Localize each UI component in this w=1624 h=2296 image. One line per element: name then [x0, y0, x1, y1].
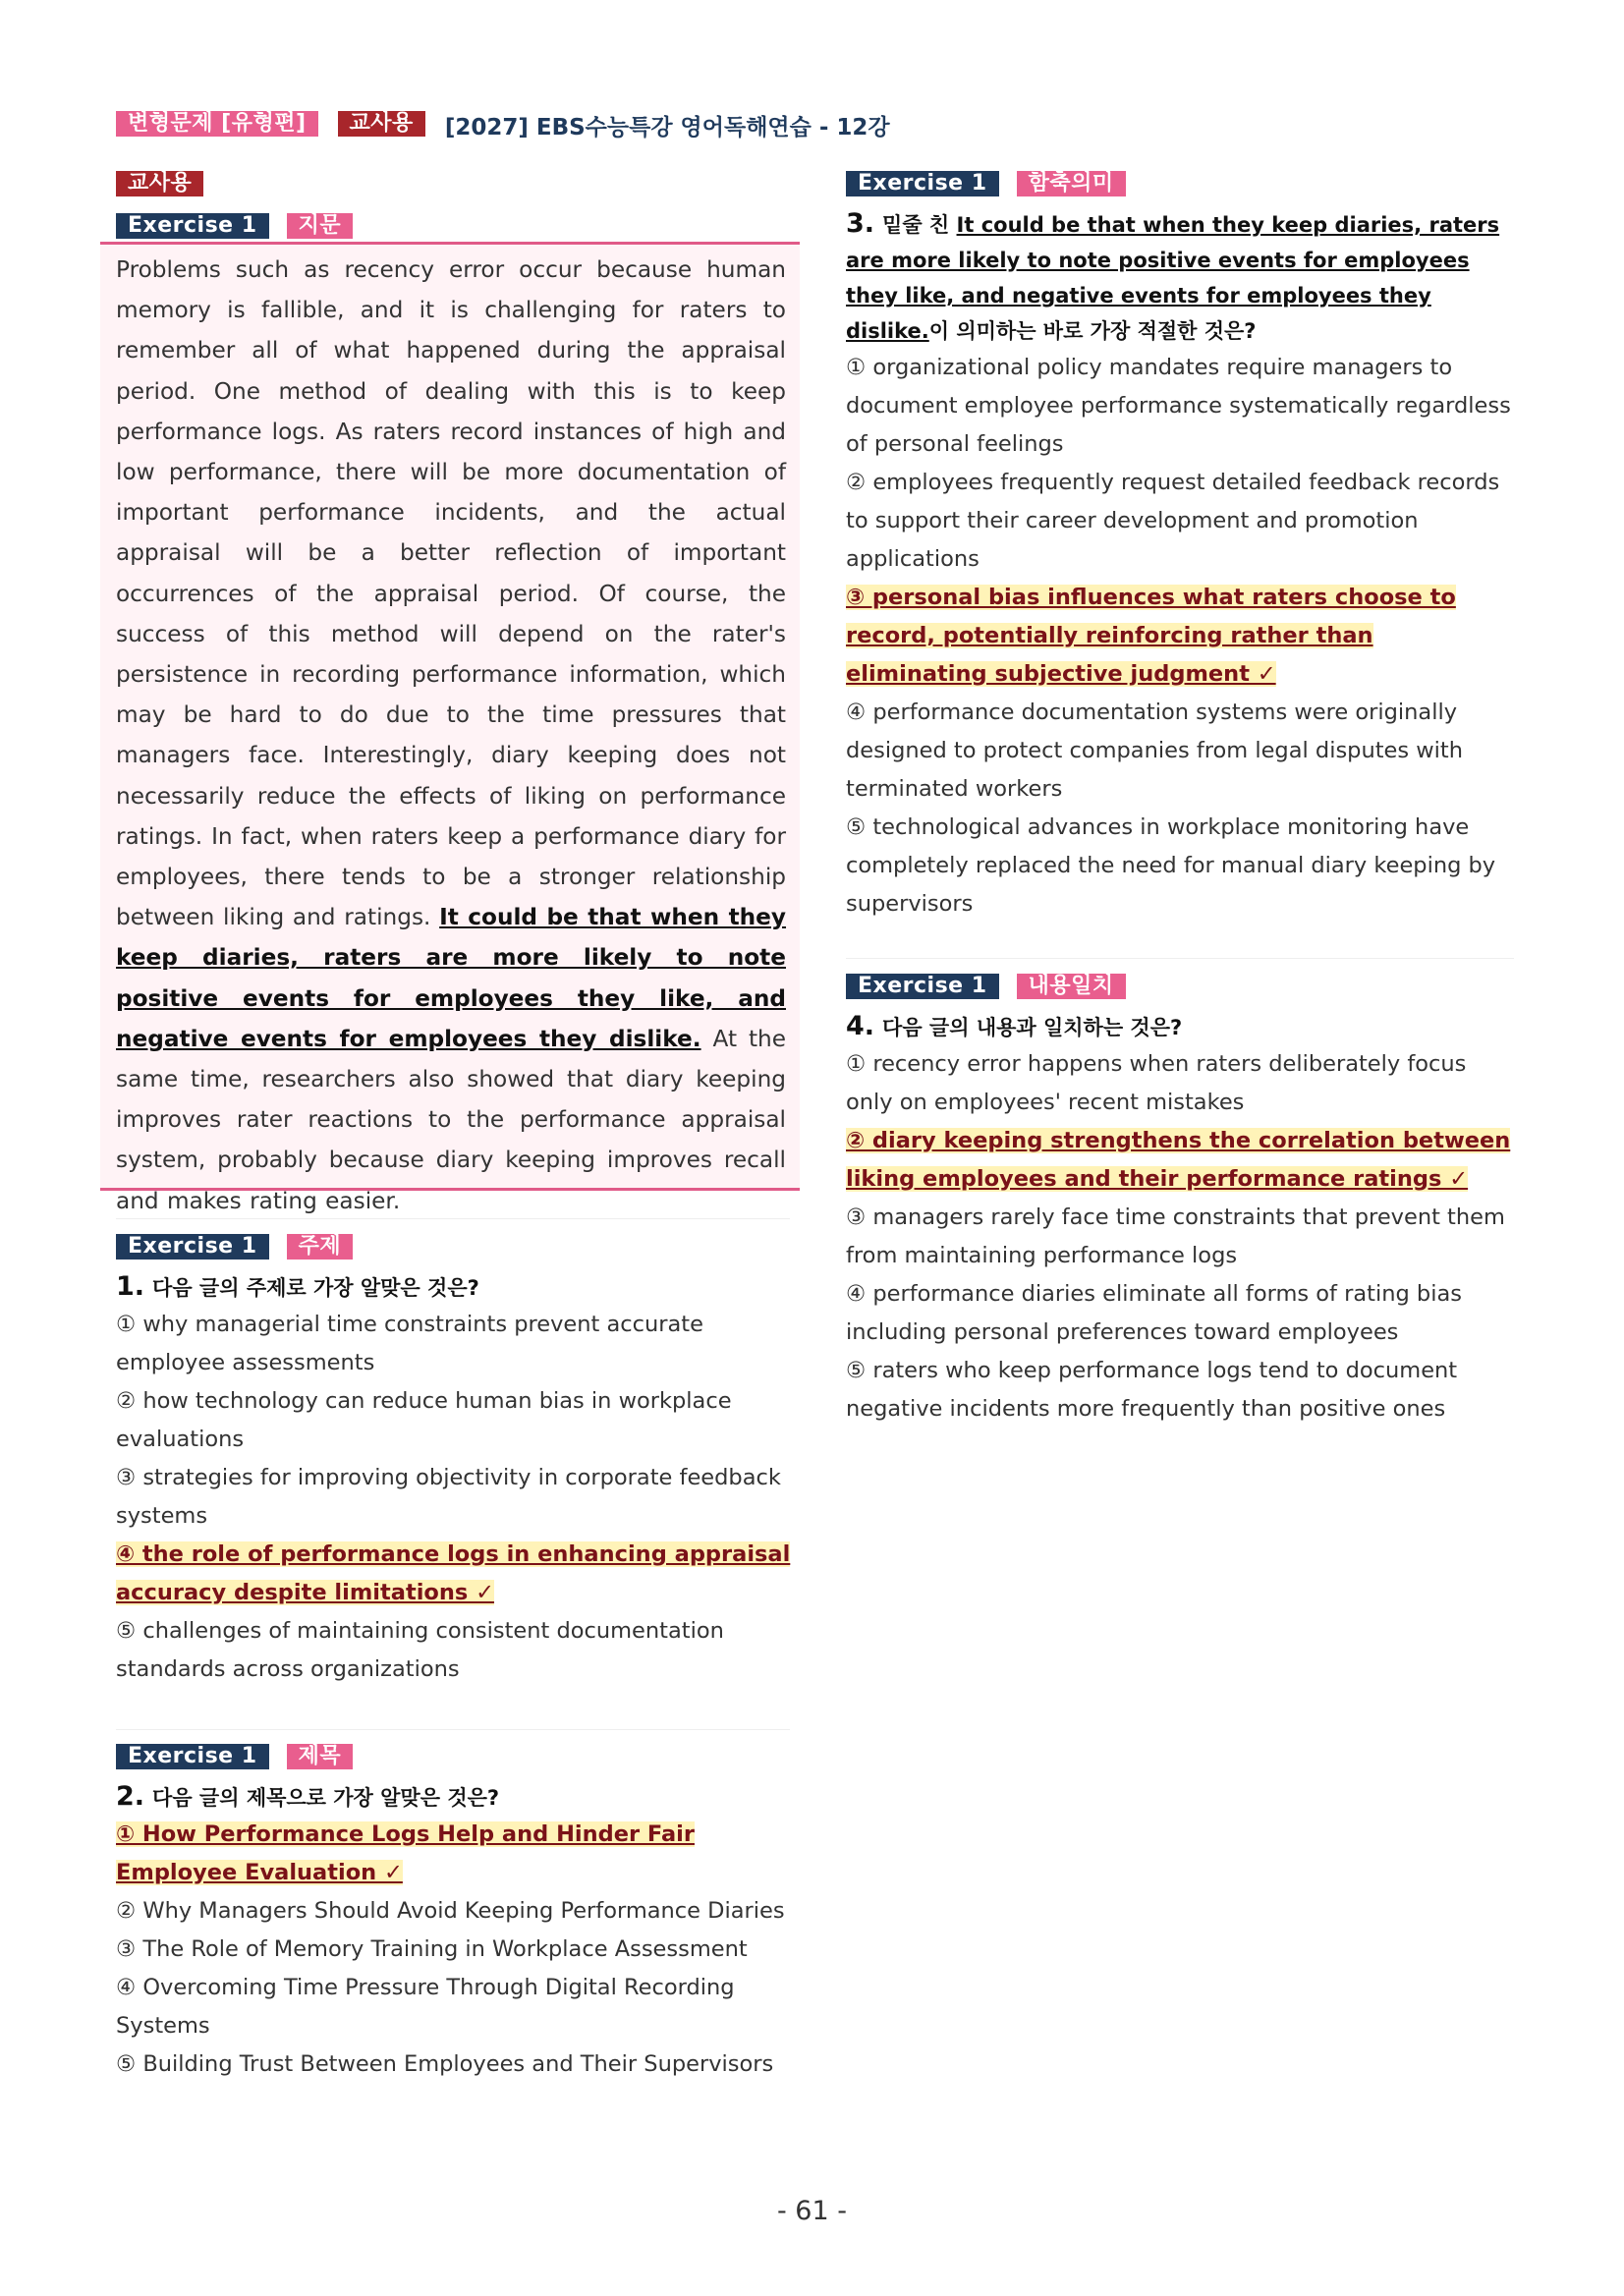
option-1-answer[interactable]: ① How Performance Logs Help and Hinder Fair Employee Evaluation ✓: [116, 1821, 695, 1885]
teacher-badge: 교사용: [338, 111, 425, 137]
option-4[interactable]: ④ Overcoming Time Pressure Through Digital Recording Systems: [116, 1975, 735, 2039]
question-number: 1.: [116, 1271, 145, 1302]
exercise-label: Exercise 1: [116, 213, 269, 239]
question-text: 다음 글의 내용과 일치하는 것은?: [882, 1016, 1183, 1039]
question-tag: 제목: [287, 1744, 354, 1769]
teacher-badge-left: 교사용: [116, 171, 203, 196]
page-header: [116, 109, 890, 141]
question-text: 다음 글의 주제로 가장 알맞은 것은?: [152, 1276, 479, 1300]
passage-text: [116, 250, 786, 1221]
option-5[interactable]: ⑤ Building Trust Between Employees and Their Supervisors: [116, 2051, 774, 2077]
option-4[interactable]: ④ performance diaries eliminate all forms of rating bias including personal preferences toward employees: [846, 1281, 1462, 1345]
type-badge: 변형문제 [유형편]: [116, 111, 318, 137]
option-2-answer[interactable]: ② diary keeping strengthens the correlation between liking employees and their performance ratings ✓: [846, 1128, 1511, 1192]
question-tag: 내용일치: [1017, 974, 1126, 999]
option-5[interactable]: ⑤ raters who keep performance logs tend to document negative incidents more frequently than positive ones: [846, 1358, 1458, 1422]
question-4: [846, 974, 1514, 1428]
question-number: 4.: [846, 1011, 875, 1041]
passage-key-sentence: It could be that when they keep diaries, raters are more likely to note positive events for employees they like, and negative events for employees they dislike.: [116, 904, 787, 1052]
passage-tag: 지문: [287, 213, 354, 239]
left-column-head: [116, 171, 790, 241]
question-suffix: 이 의미하는 바로 가장 적절한 것은?: [928, 319, 1257, 343]
option-1[interactable]: ① organizational policy mandates require managers to document employee performance systematically regardless of personal feelings: [846, 355, 1511, 457]
option-5[interactable]: ⑤ technological advances in workplace monitoring have completely replaced the need for manual diary keeping by supervisors: [846, 814, 1496, 917]
exercise-label: Exercise 1: [846, 974, 999, 999]
option-2[interactable]: ② Why Managers Should Avoid Keeping Performance Diaries: [116, 1898, 785, 1924]
document-title: [2027] EBS수능특강 영어독해연습 - 12강: [444, 115, 890, 140]
exercise-label: Exercise 1: [116, 1744, 269, 1769]
question-tag: 주제: [287, 1234, 354, 1260]
divider: [116, 1218, 790, 1219]
exercise-label: Exercise 1: [116, 1234, 269, 1260]
page-number: - 61 -: [776, 2196, 847, 2226]
question-number: 3.: [846, 208, 875, 239]
question-quote: It could be that when they keep diaries, raters are more likely to note positive events for employees they like, and negative events for employees they dislike.: [846, 213, 1500, 343]
exercise-label: Exercise 1: [846, 171, 999, 196]
option-4-answer[interactable]: ④ the role of performance logs in enhancing appraisal accuracy despite limitations ✓: [116, 1541, 791, 1605]
question-1: [116, 1234, 794, 1689]
option-5[interactable]: ⑤ challenges of maintaining consistent documentation standards across organizations: [116, 1618, 724, 1682]
option-1[interactable]: ① recency error happens when raters deliberately focus only on employees' recent mistakes: [846, 1051, 1467, 1115]
question-text: 다음 글의 제목으로 가장 알맞은 것은?: [152, 1786, 500, 1810]
option-2[interactable]: ② employees frequently request detailed feedback records to support their career development and promotion applications: [846, 470, 1500, 572]
question-2: [116, 1744, 794, 2084]
option-3-answer[interactable]: ③ personal bias influences what raters choose to record, potentially reinforcing rather than eliminating subjective judgment ✓: [846, 585, 1456, 687]
passage-body-after: At the same time, researchers also showed that diary keeping improves rater reactions to the performance appraisal system, probably because diary keeping improves recall and makes rating easier.: [116, 1025, 786, 1214]
question-tag: 함축의미: [1017, 171, 1126, 196]
question-number: 2.: [116, 1781, 145, 1812]
question-prefix: 밑줄 친: [882, 213, 957, 237]
divider: [116, 1729, 790, 1730]
option-1[interactable]: ① why managerial time constraints prevent accurate employee assessments: [116, 1312, 703, 1375]
option-3[interactable]: ③ strategies for improving objectivity in corporate feedback systems: [116, 1465, 781, 1529]
option-3[interactable]: ③ managers rarely face time constraints that prevent them from maintaining performance logs: [846, 1204, 1505, 1268]
passage-body-before: Problems such as recency error occur because human memory is fallible, and it is challenging for raters to remember all of what happened during the appraisal period. One method of dealing with this is to keep performance logs. As raters record instances of high and low performance, there will be more documentation of important performance incidents, and the actual appraisal will be a better reflection of important occurrences of the appraisal period. Of course, the success of this method will depend on the rater's persistence in recording performance information, which may be hard to do due to the time pressures that managers face. Interestingly, diary keeping does not necessarily reduce the effects of liking on performance ratings. In fact, when raters keep a performance diary for employees, there tends to be a stronger relationship between liking and ratings.: [116, 256, 786, 931]
option-3[interactable]: ③ The Role of Memory Training in Workplace Assessment: [116, 1936, 748, 1962]
divider: [846, 958, 1514, 959]
option-2[interactable]: ② how technology can reduce human bias in workplace evaluations: [116, 1388, 732, 1452]
option-4[interactable]: ④ performance documentation systems were originally designed to protect companies from legal disputes with terminated workers: [846, 700, 1463, 802]
question-3: [846, 171, 1514, 924]
